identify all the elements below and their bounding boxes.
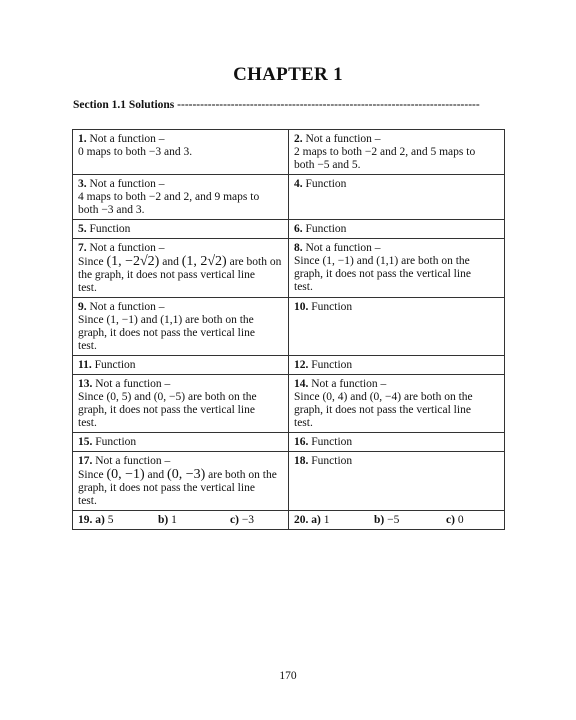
solution-cell-13: [73, 375, 289, 433]
answer-text: [294, 391, 499, 404]
since-word: Since: [294, 391, 320, 403]
answer-text: 4 maps to both −2 and 2, and 9 maps to: [78, 191, 260, 203]
problem-number: 8.: [294, 242, 303, 254]
and-word: and: [162, 256, 179, 268]
point-expression: (0, −1): [106, 467, 145, 482]
and-word: and: [147, 469, 165, 481]
since-word: Since: [78, 391, 104, 403]
answer-text: 2 maps to both −2 and 2, and 5 maps to: [294, 146, 476, 158]
answer-text: the graph, it does not pass vertical line: [78, 269, 255, 281]
solution-cell-12: [289, 356, 505, 375]
answer-head: Not a function –: [305, 242, 381, 254]
answer-head: Not a function –: [89, 178, 165, 190]
solution-cell-15: [73, 433, 289, 452]
part-label: c): [446, 514, 455, 526]
part-label: b): [374, 514, 385, 526]
and-word: and: [356, 255, 374, 267]
answer-text: graph, it does not pass the vertical line: [78, 327, 255, 339]
solution-cell-1: [73, 130, 289, 175]
answer-head: Function: [311, 301, 353, 313]
part-label: c): [230, 514, 239, 526]
problem-number: 7.: [78, 242, 87, 254]
problem-number: 15.: [78, 436, 93, 448]
solution-cell-4: [289, 175, 505, 220]
solution-cell-10: [289, 298, 505, 356]
part-label: b): [158, 514, 169, 526]
part-value: 5: [107, 514, 114, 526]
part-value: 1: [323, 514, 330, 526]
answer-head: Function: [94, 359, 136, 371]
problem-number: 17.: [78, 455, 93, 467]
problem-number: 10.: [294, 301, 309, 313]
since-word: Since: [78, 314, 104, 326]
part-label: a): [311, 514, 321, 526]
answer-text: [78, 468, 283, 482]
point-expression: (1, −1): [322, 255, 354, 267]
part-c: [230, 514, 254, 527]
answer-tail: are both on the: [188, 391, 257, 403]
answer-tail: are both on the: [185, 314, 254, 326]
part-a: [294, 514, 374, 527]
since-word: Since: [294, 255, 320, 267]
and-word: and: [140, 314, 158, 326]
part-value: −3: [241, 514, 255, 526]
problem-number: 14.: [294, 378, 309, 390]
answer-text: both −3 and 3.: [78, 204, 145, 216]
answer-text: [294, 255, 499, 268]
problem-number: 9.: [78, 301, 87, 313]
answer-head: Function: [305, 223, 347, 235]
problem-number: 16.: [294, 436, 309, 448]
page-number: 170: [279, 670, 297, 682]
problem-number: 11.: [78, 359, 92, 371]
part-value: 1: [171, 514, 177, 526]
solution-cell-18: [289, 452, 505, 511]
and-word: and: [350, 391, 367, 403]
problem-number: 6.: [294, 223, 303, 235]
answer-text: test.: [294, 281, 313, 293]
solution-cell-16: [289, 433, 505, 452]
solution-cell-6: [289, 220, 505, 239]
problem-number: 13.: [78, 378, 93, 390]
answer-head: Not a function –: [89, 133, 165, 145]
point-expression: (0, −3): [167, 467, 206, 482]
answer-head: Function: [305, 178, 347, 190]
answer-head: Function: [95, 436, 137, 448]
point-expression: (1, −2√2): [106, 254, 160, 269]
solution-cell-3: [73, 175, 289, 220]
point-expression: (1, −1): [106, 314, 138, 326]
solution-cell-8: [289, 239, 505, 298]
problem-number: 3.: [78, 178, 87, 190]
problem-number: 4.: [294, 178, 303, 190]
section-header: Section 1.1 Solutions -------------------------------------------------------------------------------: [73, 99, 480, 111]
answer-text: test.: [294, 417, 313, 429]
answer-text: test.: [78, 495, 97, 507]
point-expression: (0, 4): [322, 391, 348, 403]
answer-text: [78, 255, 283, 269]
answer-text: [78, 391, 283, 404]
answer-tail: are both on: [229, 256, 282, 268]
answer-text: 0 maps to both −3 and 3.: [78, 146, 193, 158]
point-expression: (1,1): [160, 314, 183, 326]
problem-number: 1.: [78, 133, 87, 145]
answer-head: Not a function –: [95, 378, 171, 390]
answer-head: Not a function –: [89, 242, 165, 254]
answer-text: graph, it does not pass the vertical line: [294, 268, 471, 280]
since-word: Since: [78, 256, 104, 268]
answer-text: test.: [78, 417, 97, 429]
solution-cell-7: [73, 239, 289, 298]
answer-tail: are both on the: [208, 469, 277, 481]
answer-text: [78, 314, 283, 327]
point-expression: (1,1): [376, 255, 399, 267]
problem-number: 19.: [78, 514, 93, 526]
answer-text: both −5 and 5.: [294, 159, 361, 171]
solutions-table: [72, 129, 505, 530]
answer-text: graph, it does not pass the vertical line: [78, 404, 255, 416]
answer-head: Function: [311, 455, 353, 467]
answer-tail: are both on the: [404, 391, 473, 403]
answer-head: Not a function –: [305, 133, 381, 145]
answer-head: Function: [311, 359, 353, 371]
answer-head: Not a function –: [311, 378, 387, 390]
chapter-title: CHAPTER 1: [233, 64, 343, 85]
part-b: [374, 514, 446, 527]
part-value: −5: [387, 514, 400, 526]
since-word: Since: [78, 469, 104, 481]
part-c: [446, 514, 464, 527]
and-word: and: [134, 391, 151, 403]
solution-cell-11: [73, 356, 289, 375]
solution-cell-19: [73, 511, 289, 530]
solution-cell-2: [289, 130, 505, 175]
answer-head: Function: [311, 436, 353, 448]
problem-number: 12.: [294, 359, 309, 371]
answer-text: graph, it does not pass the vertical line: [78, 482, 255, 494]
answer-text: graph, it does not pass the vertical line: [294, 404, 471, 416]
problem-number: 18.: [294, 455, 309, 467]
answer-head: Not a function –: [89, 301, 165, 313]
part-label: a): [95, 514, 105, 526]
problem-number: 5.: [78, 223, 87, 235]
answer-parts: [294, 514, 499, 527]
point-expression: (0, −4): [369, 391, 402, 403]
solution-cell-14: [289, 375, 505, 433]
answer-head: Function: [89, 223, 131, 235]
answer-head: Not a function –: [95, 455, 171, 467]
point-expression: (0, 5): [106, 391, 132, 403]
answer-parts: [78, 514, 283, 527]
part-b: [158, 514, 230, 527]
problem-number: 2.: [294, 133, 303, 145]
answer-text: test.: [78, 282, 97, 294]
part-value: 0: [457, 514, 464, 526]
solution-cell-20: [289, 511, 505, 530]
solution-cell-9: [73, 298, 289, 356]
part-a: [78, 514, 158, 527]
answer-text: test.: [78, 340, 97, 352]
point-expression: (0, −5): [153, 391, 186, 403]
answer-tail: are both on the: [401, 255, 470, 267]
solution-cell-5: [73, 220, 289, 239]
problem-number: 20.: [294, 514, 309, 526]
point-expression: (1, 2√2): [181, 254, 227, 269]
solution-cell-17: [73, 452, 289, 511]
